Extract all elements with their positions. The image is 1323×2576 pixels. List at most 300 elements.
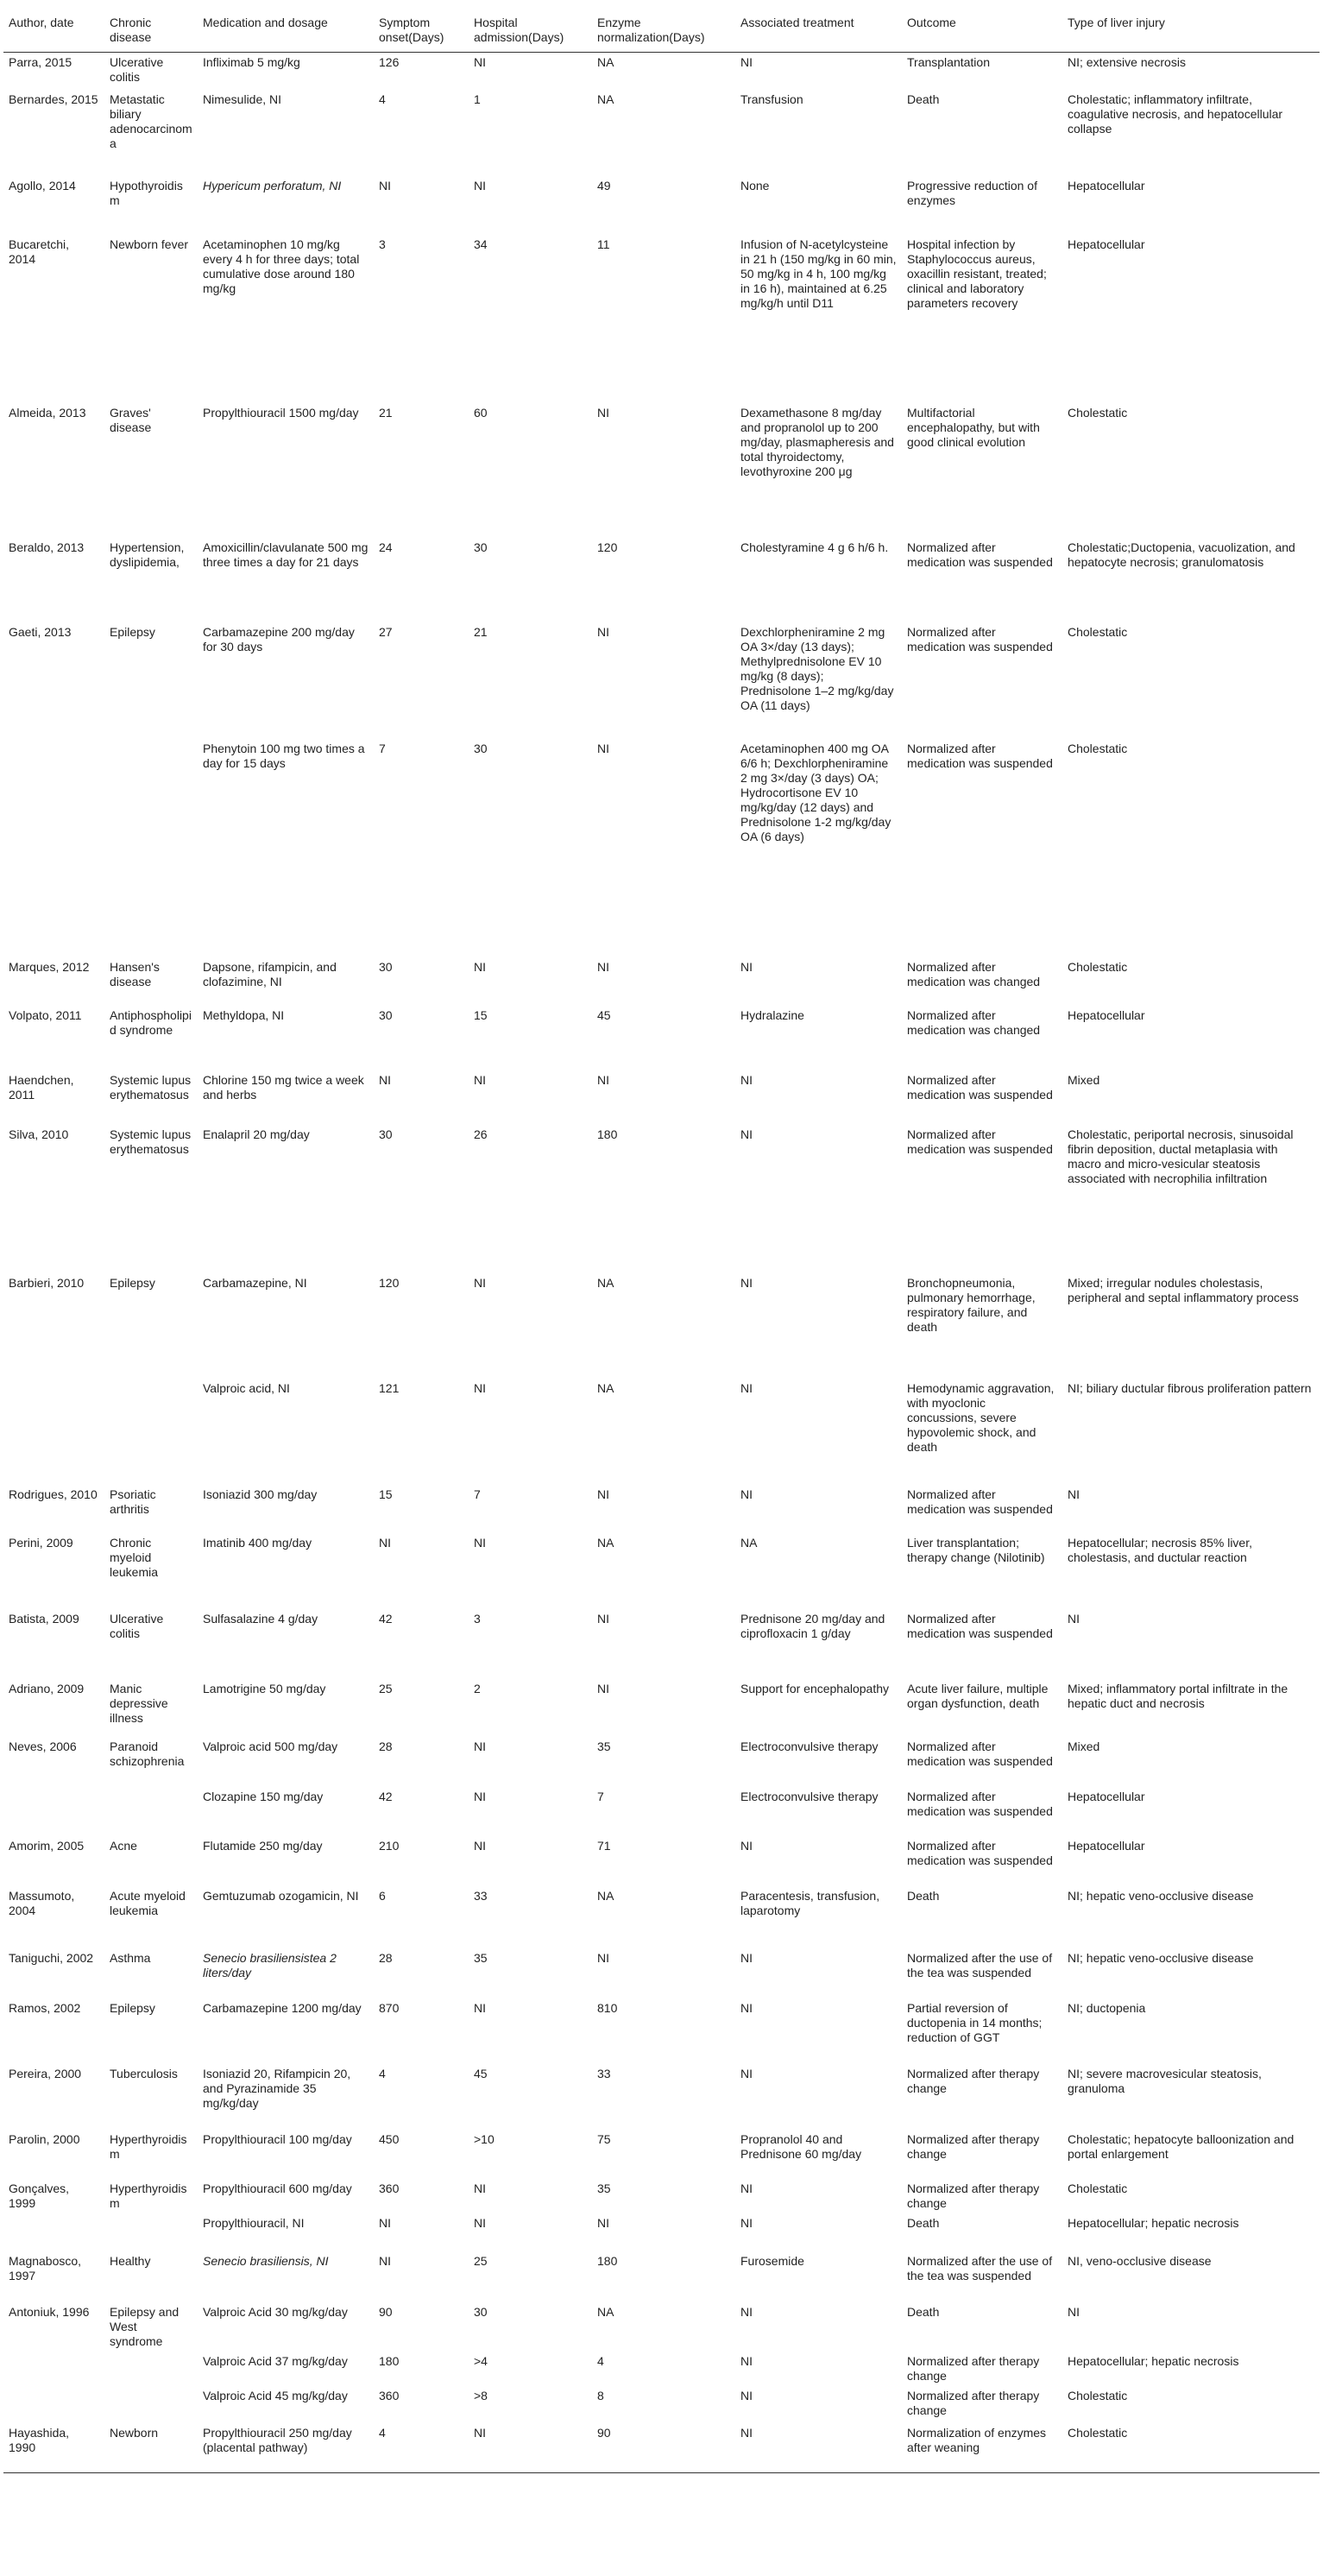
cell-outcome: Normalized after medication was suspended [907,1127,1053,1156]
cell-liver-injury-type: Mixed; irregular nodules cholestasis, peripheral and septal inflammatory process [1068,1276,1299,1304]
cell-medication: Valproic acid 500 mg/day [203,1739,338,1753]
table-row [3,1884,1320,1946]
cell-enzyme-normalization: NA [597,1889,614,1903]
cell-associated-treatment: NI [740,2389,753,2402]
cell-associated-treatment: Infusion of N-acetylcysteine in 21 h (150 mg/kg in 60 min, 50 mg/kg in 4 h, 100 mg/kg in 16 h), maintained at 6.25 mg/kg/h until D11 [740,237,900,310]
cell-enzyme-normalization: 45 [597,1008,611,1022]
table-row [3,1676,1320,1734]
cell-liver-injury-type: NI [1068,1612,1080,1626]
cell-symptom-onset: 25 [379,1682,393,1695]
cell-liver-injury-type: Hepatocellular [1068,1790,1145,1803]
cell-chronic-disease: Metastatic biliary adenocarcinoma [110,92,192,150]
cell-associated-treatment: Dexchlorpheniramine 2 mg OA 3×/day (13 days); Methylprednisolone EV 10 mg/kg (8 days); Prednisolone 1–2 mg/kg/day OA (11 days) [740,625,898,712]
cell-associated-treatment: NA [740,1536,758,1550]
cell-author: Parra, 2015 [9,55,72,69]
cell-enzyme-normalization: NI [597,2216,609,2230]
cell-liver-injury-type: NI; severe macrovesicular steatosis, granuloma [1068,2067,1265,2095]
cell-medication: Imatinib 400 mg/day [203,1536,312,1550]
cell-symptom-onset: 28 [379,1951,393,1965]
cell-outcome: Liver transplantation; therapy change (Nilotinib) [907,1536,1045,1564]
cell-author: Gonçalves, 1999 [9,2181,72,2210]
cell-chronic-disease: Epilepsy [110,2001,155,2015]
cell-symptom-onset: 210 [379,1839,400,1853]
cell-outcome: Acute liver failure, multiple organ dysfunction, death [907,1682,1052,1710]
cell-liver-injury-type: Hepatocellular; necrosis 85% liver, cholestasis, and ductular reaction [1068,1536,1256,1564]
cell-enzyme-normalization: NA [597,1536,614,1550]
table-row [3,1784,1320,1834]
cell-symptom-onset: NI [379,1536,391,1550]
cell-enzyme-normalization: NI [597,406,609,420]
cell-medication: Isoniazid 20, Rifampicin 20, and Pyrazinamide 35 mg/kg/day [203,2067,355,2110]
cell-chronic-disease: Systemic lupus erythematosus [110,1127,195,1156]
cell-associated-treatment: NI [740,2354,753,2368]
cell-enzyme-normalization: NI [597,1951,609,1965]
cell-hospital-admission: NI [474,1839,486,1853]
cell-liver-injury-type: Hepatocellular [1068,1008,1145,1022]
cell-hospital-admission: NI [474,1536,486,1550]
cell-liver-injury-type: Hepatocellular [1068,179,1145,193]
cell-enzyme-normalization: NI [597,1612,609,1626]
header-enzyme-normalization: Enzyme normalization(Days) [592,5,735,53]
table-row [3,955,1320,1003]
cell-medication: Amoxicillin/clavulanate 500 mg three times a day for 21 days [203,540,372,569]
header-author: Author, date [3,5,104,53]
cell-liver-injury-type: NI; biliary ductular fibrous proliferation pattern [1068,1381,1312,1395]
cell-outcome: Normalized after medication was suspended [907,1739,1053,1768]
cell-outcome: Normalized after medication was suspended [907,625,1053,653]
cell-author: Hayashida, 1990 [3,2421,104,2472]
cell-enzyme-normalization: NI [597,1487,609,1501]
cell-outcome: Transplantation [907,55,990,69]
table-row [3,174,1320,232]
table-row [3,1376,1320,1482]
cell-hospital-admission: 30 [474,540,488,554]
cell-chronic-disease: Antiphospholipid syndrome [110,1008,192,1037]
cell-liver-injury-type: Cholestatic [1068,406,1128,420]
cell-hospital-admission: NI [474,960,486,974]
header-symptom-onset: Symptom onset(Days) [374,5,469,53]
table-row [3,620,1320,736]
table-row [3,2213,1320,2249]
cell-hospital-admission: 1 [474,92,481,106]
cell-hospital-admission: 2 [474,1682,481,1695]
cell-enzyme-normalization: NI [597,625,609,639]
cell-outcome: Normalized after therapy change [907,2067,1043,2095]
cell-liver-injury-type: Cholestatic; inflammatory infiltrate, coagulative necrosis, and hepatocellular collapse [1068,92,1286,136]
cell-outcome: Normalized after medication was changed [907,960,1041,988]
header-chronic-disease: Chronic disease [104,5,198,53]
cell-medication: Gemtuzumab ozogamicin, NI [203,1889,359,1903]
cell-hospital-admission: 21 [474,625,488,639]
cell-symptom-onset: 450 [379,2132,400,2146]
cell-medication: Carbamazepine, NI [203,1276,307,1290]
cell-author [3,2352,104,2386]
cell-associated-treatment: Prednisone 20 mg/day and ciprofloxacin 1 g/day [740,1612,889,1640]
cell-associated-treatment: NI [740,2001,753,2015]
cell-associated-treatment: NI [740,1073,753,1087]
cell-chronic-disease: Epilepsy [110,625,155,639]
cell-medication: Chlorine 150 mg twice a week and herbs [203,1073,368,1102]
table-row [3,2176,1320,2213]
cell-enzyme-normalization: NA [597,2305,614,2319]
cell-medication: Flutamide 250 mg/day [203,1839,323,1853]
cell-hospital-admission: NI [474,1276,486,1290]
cell-liver-injury-type: Cholestatic;Ductopenia, vacuolization, and hepatocyte necrosis; granulomatosis [1068,540,1299,569]
cell-symptom-onset: 15 [379,1487,393,1501]
cell-enzyme-normalization: 33 [597,2067,611,2080]
cell-outcome: Normalized after medication was suspended [907,1073,1053,1102]
cell-author: Marques, 2012 [9,960,90,974]
cell-author: Ramos, 2002 [9,2001,81,2015]
cell-author: Bernardes, 2015 [9,92,98,106]
cell-outcome: Death [907,2305,940,2319]
cell-outcome: Normalized after therapy change [907,2389,1043,2417]
cell-author: Bucaretchi, 2014 [9,237,72,266]
cell-outcome: Death [907,92,940,106]
cell-chronic-disease: Paranoid schizophrenia [110,1739,185,1768]
table-row [3,232,1320,401]
cell-chronic-disease [104,1376,198,1482]
cell-enzyme-normalization: NI [597,742,609,755]
cell-liver-injury-type: Cholestatic, periportal necrosis, sinusoidal fibrin deposition, ductal metaplasia with macro and micro-vesicular steatosis associated with necrophilia infiltration [1068,1127,1297,1185]
cell-outcome: Death [907,2216,940,2230]
cell-author: Almeida, 2013 [9,406,86,420]
cell-enzyme-normalization: 35 [597,1739,611,1753]
cell-liver-injury-type: Mixed [1068,1739,1100,1753]
cell-outcome: Normalized after the use of the tea was suspended [907,2254,1055,2282]
cell-chronic-disease: Acne [110,1839,137,1853]
cell-liver-injury-type: NI; extensive necrosis [1068,55,1186,69]
table-row [3,2352,1320,2386]
cell-hospital-admission: >8 [474,2389,488,2402]
cell-chronic-disease: Epilepsy and West syndrome [110,2305,183,2348]
cell-liver-injury-type: NI; ductopenia [1068,2001,1146,2015]
cell-chronic-disease: Hyperthyroidism [110,2181,187,2210]
cell-hospital-admission: 3 [474,1612,481,1626]
cell-chronic-disease: Asthma [110,1951,151,1965]
cell-outcome: Progressive reduction of enzymes [907,179,1041,207]
cell-chronic-disease [104,2386,198,2421]
cell-symptom-onset: 7 [379,742,386,755]
cell-medication: Dapsone, rifampicin, and clofazimine, NI [203,960,340,988]
cell-liver-injury-type: NI; hepatic veno-occlusive disease [1068,1889,1254,1903]
cell-author [3,2213,104,2249]
cell-outcome: Normalization of enzymes after weaning [902,2421,1062,2472]
table-row [3,1003,1320,1068]
cell-author [3,736,104,955]
cell-author: Gaeti, 2013 [9,625,72,639]
cell-chronic-disease: Psoriatic arthritis [110,1487,160,1516]
cell-liver-injury-type: Cholestatic [1068,742,1128,755]
cell-associated-treatment: NI [740,2305,753,2319]
cell-enzyme-normalization: NA [597,1381,614,1395]
cell-author: Adriano, 2009 [9,1682,85,1695]
cell-symptom-onset: 360 [379,2181,400,2195]
cell-chronic-disease: Systemic lupus erythematosus [110,1073,195,1102]
table-row [3,535,1320,620]
table-row [3,2061,1320,2127]
cell-author: Silva, 2010 [9,1127,69,1141]
cell-chronic-disease [104,736,198,955]
cell-chronic-disease: Newborn fever [110,237,189,251]
table-row [3,2386,1320,2421]
table-body [3,53,1320,2473]
cell-medication: Propylthiouracil, NI [203,2216,305,2230]
cell-chronic-disease: Newborn [104,2421,198,2472]
cell-hospital-admission: NI [474,2001,486,2015]
table-row [3,736,1320,955]
cell-symptom-onset: 6 [379,1889,386,1903]
cell-associated-treatment: NI [740,1381,753,1395]
header-associated-treatment: Associated treatment [735,5,902,53]
table-row [3,1734,1320,1784]
cell-symptom-onset: 4 [379,2067,386,2080]
cell-hospital-admission: >10 [474,2132,495,2146]
cell-symptom-onset: 90 [379,2305,393,2319]
cell-chronic-disease [104,1784,198,1834]
cell-symptom-onset: NI [379,1073,391,1087]
cell-associated-treatment: Electroconvulsive therapy [740,1739,879,1753]
cell-associated-treatment: Furosemide [740,2254,804,2268]
cell-author: Massumoto, 2004 [9,1889,79,1917]
cell-associated-treatment: NI [740,2067,753,2080]
cell-associated-treatment: Acetaminophen 400 mg OA 6/6 h; Dexchlorpheniramine 2 mg 3×/day (3 days) OA; Hydrocortisone EV 10 mg/kg/day (12 days) and Prednisolone 1-2 mg/kg/day OA (6 days) [740,742,895,843]
cell-author: Rodrigues, 2010 [9,1487,98,1501]
cell-liver-injury-type: NI [1068,2305,1080,2319]
cell-chronic-disease: Epilepsy [110,1276,155,1290]
cell-liver-injury-type: Mixed [1068,1073,1100,1087]
cell-medication: Lamotrigine 50 mg/day [203,1682,326,1695]
cell-enzyme-normalization: 75 [597,2132,611,2146]
cell-hospital-admission: 60 [474,406,488,420]
cell-hospital-admission: NI [474,179,486,193]
header-outcome: Outcome [902,5,1062,53]
cell-author: Parolin, 2000 [9,2132,80,2146]
cell-associated-treatment: Electroconvulsive therapy [740,1790,879,1803]
cell-symptom-onset: 30 [379,1008,393,1022]
header-row [3,5,1320,53]
cell-medication: Enalapril 20 mg/day [203,1127,310,1141]
cell-chronic-disease: Ulcerative colitis [110,55,167,84]
cell-enzyme-normalization: 35 [597,2181,611,2195]
cell-medication: Propylthiouracil 250 mg/day (placental pathway) [198,2421,374,2472]
table-row [3,1834,1320,1884]
cell-outcome: Bronchopneumonia, pulmonary hemorrhage, respiratory failure, and death [907,1276,1039,1334]
cell-liver-injury-type: Cholestatic [1062,2421,1320,2472]
cell-enzyme-normalization: 49 [597,179,611,193]
cell-liver-injury-type: Hepatocellular; hepatic necrosis [1068,2216,1239,2230]
cell-associated-treatment: NI [740,55,753,69]
table-row [3,2300,1320,2352]
cell-chronic-disease [104,2352,198,2386]
cell-enzyme-normalization: 810 [597,2001,618,2015]
cell-medication: Infliximab 5 mg/kg [203,55,300,69]
cell-hospital-admission: >4 [474,2354,488,2368]
cell-symptom-onset: 42 [379,1790,393,1803]
cell-enzyme-normalization: NI [597,1073,609,1087]
cell-liver-injury-type: Cholestatic [1068,960,1128,974]
cell-hospital-admission: NI [474,55,486,69]
cell-medication: Nimesulide, NI [203,92,282,106]
cell-symptom-onset: 42 [379,1612,393,1626]
table-row [3,53,1320,88]
cell-outcome: Death [907,1889,940,1903]
cell-author [3,2386,104,2421]
cell-chronic-disease: Acute myeloid leukemia [110,1889,189,1917]
cell-hospital-admission: 26 [474,1127,488,1141]
cell-associated-treatment: NI [740,1276,753,1290]
cell-hospital-admission: 34 [474,237,488,251]
cell-associated-treatment: NI [740,2216,753,2230]
cell-enzyme-normalization: 11 [597,237,610,251]
cell-outcome: Normalized after medication was suspended [907,540,1053,569]
cell-enzyme-normalization: NA [597,1276,614,1290]
cell-symptom-onset: 121 [379,1381,400,1395]
cell-liver-injury-type: Cholestatic [1068,2389,1128,2402]
header-liver-injury-type: Type of liver injury [1062,5,1320,53]
cell-associated-treatment: Support for encephalopathy [740,1682,890,1695]
cell-chronic-disease: Hypothyroidism [110,179,183,207]
cell-outcome: Normalized after therapy change [907,2354,1043,2383]
table-row [3,1122,1320,1271]
cell-outcome: Normalized after medication was suspended [907,1790,1053,1818]
cell-medication: Hypericum perforatum, NI [203,179,342,193]
cell-author: Magnabosco, 1997 [9,2254,85,2282]
cell-author: Perini, 2009 [9,1536,73,1550]
cell-chronic-disease: Hyperthyroidism [110,2132,187,2161]
table-row [3,2421,1320,2472]
cell-associated-treatment: NI [740,1951,753,1965]
table-row [3,1531,1320,1607]
cell-chronic-disease: Hansen's disease [110,960,163,988]
cell-associated-treatment: Hydralazine [740,1008,804,1022]
cell-liver-injury-type: Hepatocellular [1068,1839,1145,1853]
cell-outcome: Hospital infection by Staphylococcus aureus, oxacillin resistant, treated; clinical and laboratory parameters recovery [907,237,1050,310]
cell-hospital-admission: 25 [474,2254,488,2268]
table-row [3,1946,1320,1996]
cell-outcome: Normalized after medication was suspended [907,1487,1053,1516]
cell-medication: Acetaminophen 10 mg/kg every 4 h for three days; total cumulative dose around 180 mg/kg [203,237,363,295]
cell-author: Antoniuk, 1996 [9,2305,90,2319]
cell-associated-treatment: NI [740,1487,753,1501]
cell-outcome: Partial reversion of ductopenia in 14 months; reduction of GGT [907,2001,1046,2044]
cell-symptom-onset: 28 [379,1739,393,1753]
cell-hospital-admission: 7 [474,1487,481,1501]
cell-symptom-onset: 30 [379,960,393,974]
cell-enzyme-normalization: 120 [597,540,618,554]
table-row [3,1271,1320,1376]
cell-liver-injury-type: Mixed; inflammatory portal infiltrate in the hepatic duct and necrosis [1068,1682,1292,1710]
cell-author: Volpato, 2011 [9,1008,82,1022]
cell-medication: Carbamazepine 200 mg/day for 30 days [203,625,358,653]
cell-associated-treatment: Propranolol 40 and Prednisone 60 mg/day [740,2132,862,2161]
cell-symptom-onset: 27 [379,625,393,639]
cell-liver-injury-type: Cholestatic; hepatocyte balloonization and portal enlargement [1068,2132,1298,2161]
cell-author: Agollo, 2014 [9,179,76,193]
cell-medication: Clozapine 150 mg/day [203,1790,324,1803]
cell-associated-treatment: NI [740,1839,753,1853]
cell-symptom-onset: 30 [379,1127,393,1141]
cell-author: Beraldo, 2013 [9,540,85,554]
cell-medication: Isoniazid 300 mg/day [203,1487,318,1501]
cell-chronic-disease: Graves' disease [110,406,154,434]
cell-liver-injury-type: Hepatocellular [1068,237,1145,251]
cell-symptom-onset: 21 [379,406,393,420]
cell-hospital-admission: NI [474,2181,486,2195]
cell-medication: Senecio brasiliensistea 2 liters/day [203,1951,340,1979]
table-row [3,2249,1320,2300]
cell-outcome: Normalized after medication was changed [907,1008,1041,1037]
cell-chronic-disease: Healthy [110,2254,151,2268]
cell-enzyme-normalization: 4 [597,2354,604,2368]
cell-liver-injury-type: NI, veno-occlusive disease [1068,2254,1212,2268]
table-row [3,2127,1320,2176]
cell-author [3,1784,104,1834]
table-row [3,401,1320,535]
cell-liver-injury-type: NI [1068,1487,1080,1501]
cell-associated-treatment: NI [735,2421,902,2472]
header-hospital-admission: Hospital admission(Days) [469,5,592,53]
cell-associated-treatment: NI [740,960,753,974]
cell-medication: Carbamazepine 1200 mg/day [203,2001,362,2015]
cell-symptom-onset: 120 [379,1276,400,1290]
cell-author: Pereira, 2000 [9,2067,82,2080]
cell-hospital-admission: 30 [474,742,488,755]
cell-author: Amorim, 2005 [9,1839,85,1853]
cell-medication: Propylthiouracil 600 mg/day [203,2181,352,2195]
cell-associated-treatment: Paracentesis, transfusion, laparotomy [740,1889,883,1917]
cell-author: Barbieri, 2010 [9,1276,85,1290]
cell-chronic-disease: Manic depressive illness [110,1682,172,1725]
cell-associated-treatment: Transfusion [740,92,803,106]
table-row [3,1068,1320,1122]
cell-hospital-admission: 15 [474,1008,488,1022]
cell-symptom-onset: 24 [379,540,393,554]
table-row [3,1996,1320,2061]
cell-chronic-disease: Chronic myeloid leukemia [110,1536,159,1579]
table-row [3,1607,1320,1676]
header-medication: Medication and dosage [198,5,374,53]
cell-enzyme-normalization: 71 [597,1839,611,1853]
cell-medication: Propylthiouracil 1500 mg/day [203,406,359,420]
cell-hospital-admission: NI [474,1381,486,1395]
cell-medication: Senecio brasiliensis, NI [203,2254,329,2268]
cell-liver-injury-type: Cholestatic [1068,625,1128,639]
cell-enzyme-normalization: 90 [592,2421,735,2472]
cell-symptom-onset: 180 [379,2354,400,2368]
cell-symptom-onset: 870 [379,2001,400,2015]
cell-symptom-onset: NI [379,2216,391,2230]
cell-hospital-admission: 33 [474,1889,488,1903]
cell-hospital-admission: NI [474,1739,486,1753]
cell-hospital-admission: NI [474,2216,486,2230]
cell-chronic-disease: Hypertension, dyslipidemia, [110,540,188,569]
cell-associated-treatment: Dexamethasone 8 mg/day and propranolol up to 200 mg/day, plasmapheresis and total thyroidectomy, levothyroxine 200 μg [740,406,898,478]
cell-enzyme-normalization: NA [597,55,614,69]
cell-medication: Valproic Acid 30 mg/kg/day [203,2305,348,2319]
cell-hospital-admission: 35 [474,1951,488,1965]
cell-enzyme-normalization: NI [597,960,609,974]
cell-liver-injury-type: Hepatocellular; hepatic necrosis [1068,2354,1239,2368]
cell-medication: Methyldopa, NI [203,1008,285,1022]
cell-chronic-disease: Ulcerative colitis [110,1612,167,1640]
cell-hospital-admission: 45 [474,2067,488,2080]
cell-associated-treatment: Cholestyramine 4 g 6 h/6 h. [740,540,889,554]
cell-enzyme-normalization: 180 [597,1127,618,1141]
cell-associated-treatment: NI [740,2181,753,2195]
cell-medication: Valproic Acid 37 mg/kg/day [203,2354,348,2368]
cell-symptom-onset: NI [379,179,391,193]
